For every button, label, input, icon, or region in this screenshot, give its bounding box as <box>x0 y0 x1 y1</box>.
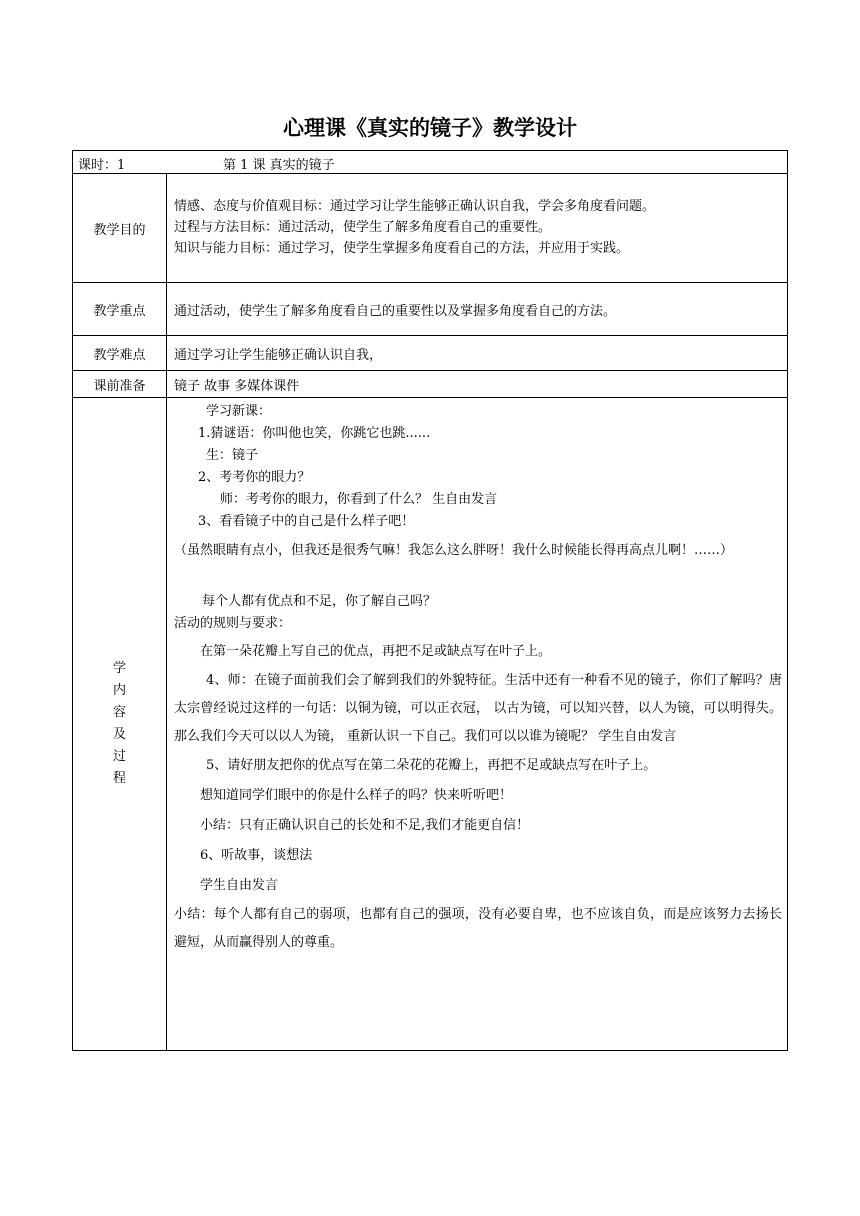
process-line: 在第一朵花瓣上写自己的优点，再把不足或缺点写在叶子上。 <box>200 644 552 659</box>
process-label-char: 程 <box>112 771 126 786</box>
process-label-char: 过 <box>112 749 126 764</box>
difficulty-text: 通过学习让学生能够正确认识自我， <box>167 336 788 371</box>
hours-label: 课时：1 <box>78 158 126 173</box>
goals-content <box>167 174 788 283</box>
process-line: 学习新课： <box>206 404 272 419</box>
preparation-text: 镜子 故事 多媒体课件 <box>167 371 788 398</box>
process-line: 学生自由发言 <box>200 878 279 893</box>
goal-line: 知识与能力目标：通过学习，使学生掌握多角度看自己的方法，并应用于实践。 <box>174 241 630 256</box>
table-row-key-points <box>73 283 788 336</box>
table-row-hours <box>73 151 788 174</box>
process-label-char: 内 <box>112 683 126 698</box>
process-label-char: 容 <box>112 705 126 720</box>
goal-line: 过程与方法目标：通过活动，使学生了解多角度看自己的重要性。 <box>174 220 552 235</box>
process-line: 1.猜谜语：你叫他也笑，你跳它也跳...... <box>198 426 431 441</box>
process-line: 生：镜子 <box>206 448 259 463</box>
key-points-text: 通过活动，使学生了解多角度看自己的重要性以及掌握多角度看自己的方法。 <box>167 283 788 336</box>
process-line: 2、考考你的眼力？ <box>198 470 311 485</box>
process-label <box>73 398 167 1051</box>
process-line: 活动的规则与要求： <box>174 616 292 631</box>
difficulty-label: 教学难点 <box>73 336 167 371</box>
process-line: 3、看看镜子中的自己是什么样子吧！ <box>198 514 415 529</box>
lesson-plan-table <box>72 150 788 1051</box>
table-row-goals <box>73 174 788 283</box>
goal-line: 情感、态度与价值观目标：通过学习让学生能够正确认识自我，学会多角度看问题。 <box>174 199 656 214</box>
process-paragraph: （虽然眼睛有点小，但我还是很秀气嘛！我怎么这么胖呀！我什么时候能长得再高点儿啊！……） <box>174 543 734 558</box>
process-paragraph: 小结：每个人都有自己的弱项，也都有自己的强项，没有必要自卑，也不应该自负，而是应该努力去扬长避短，从而赢得别人的尊重。 <box>174 907 782 950</box>
lesson-title: 第 1 课 真实的镜子 <box>223 158 335 173</box>
process-line: 师：考考你的眼力，你看到了什么？ 生自由发言 <box>220 492 498 507</box>
process-line: 每个人都有优点和不足，你了解自己吗？ <box>202 594 437 609</box>
table-row-difficulty <box>73 336 788 371</box>
process-line: 想知道同学们眼中的你是什么样子的吗？快来听听吧！ <box>200 788 513 803</box>
key-points-label: 教学重点 <box>73 283 167 336</box>
hours-cell <box>73 151 788 174</box>
process-content <box>167 398 788 1051</box>
preparation-label: 课前准备 <box>73 371 167 398</box>
goals-label: 教学目的 <box>73 174 167 283</box>
process-label-char: 学 <box>112 661 126 676</box>
process-line: 6、听故事，谈想法 <box>200 848 313 863</box>
process-label-char: 及 <box>112 727 126 742</box>
process-paragraph: 4、师：在镜子面前我们会了解到我们的外貌特征。生活中还有一种看不见的镜子，你们了解吗？唐太宗曾经说过这样的一句话：以铜为镜，可以正衣冠， 以古为镜，可以知兴替，以人为镜，可以明得失。那么我们今天可以以人为镜， 重新认识一下自己。我们可以以谁为镜呢？ 学生自由发言 <box>174 673 782 744</box>
table-row-process <box>73 398 788 1051</box>
process-line: 小结：只有正确认识自己的长处和不足,我们才能更自信！ <box>200 818 530 833</box>
page-title: 心理课《真实的镜子》教学设计 <box>283 116 577 140</box>
table-row-preparation <box>73 371 788 398</box>
process-line: 5、请好朋友把你的优点写在第二朵花的花瓣上，再把不足或缺点写在叶子上。 <box>206 758 657 773</box>
